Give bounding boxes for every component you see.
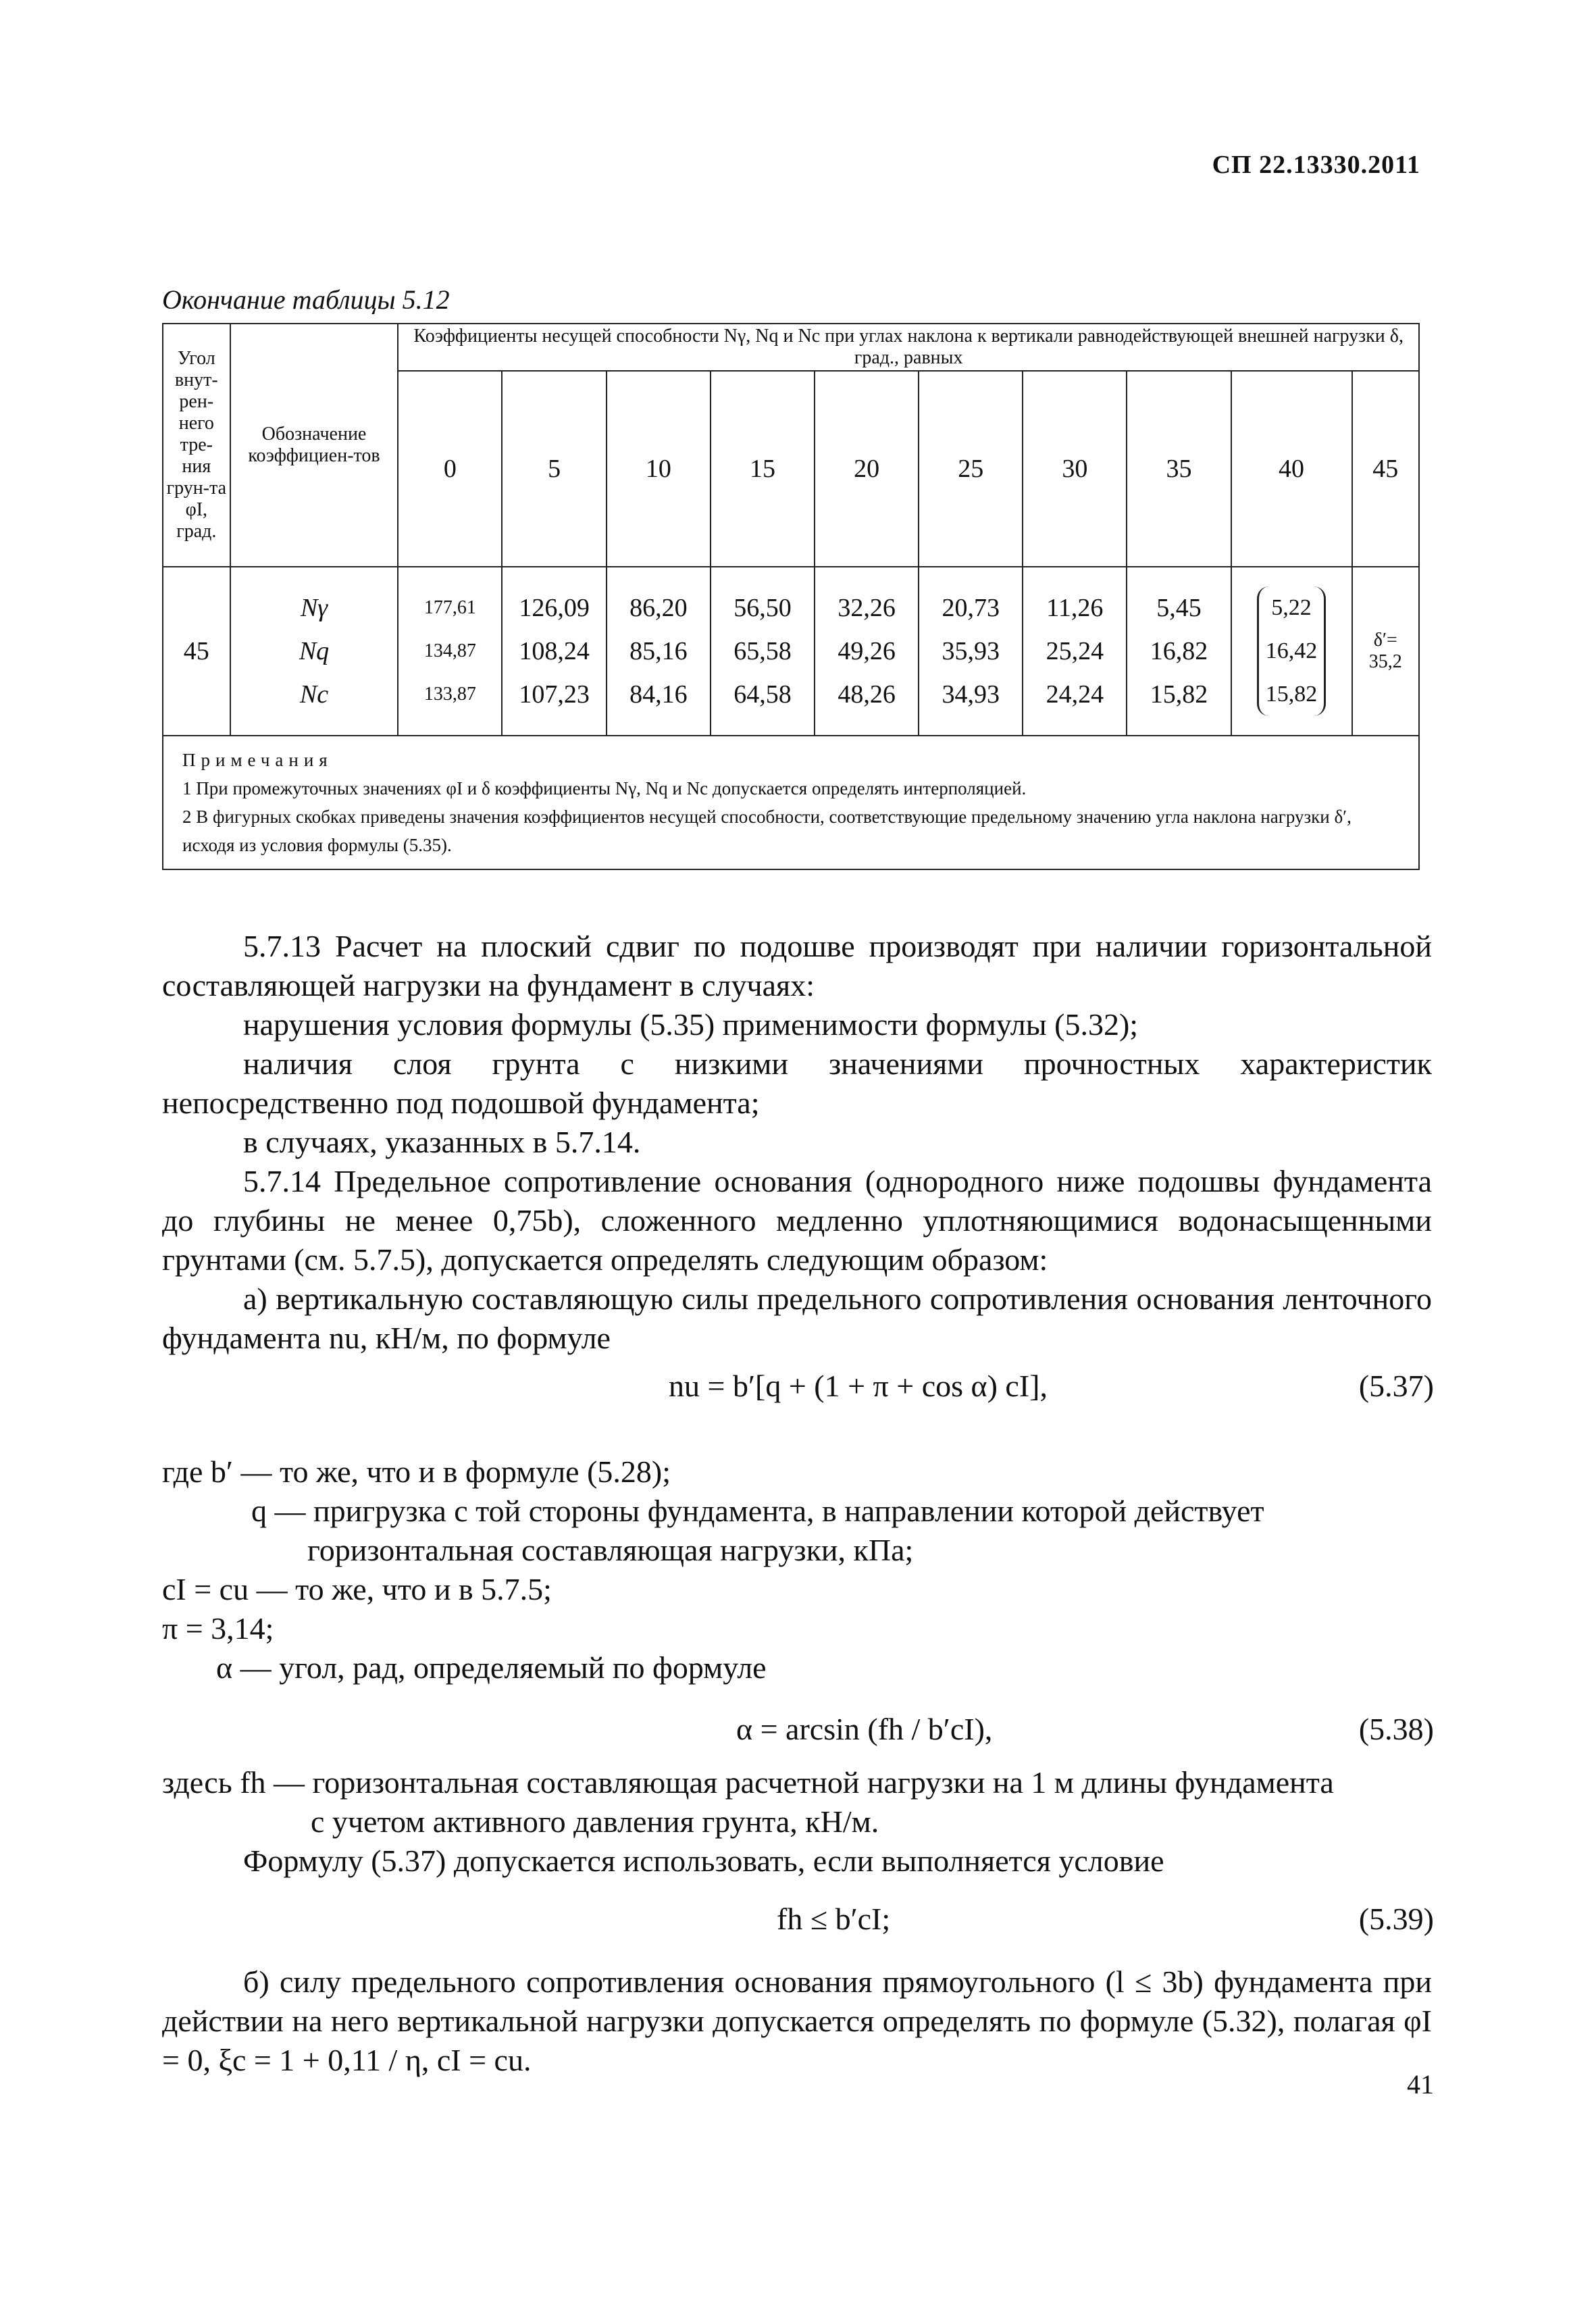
para-condition: Формулу (5.37) допускается использовать, если выполняется условие xyxy=(243,1844,1164,1878)
here-fh: здесь fh — горизонтальная составляющая расчетной нагрузки на 1 м длины фундамента xyxy=(162,1765,1334,1800)
formula-5-38: α = arcsin (fh / b′cI), xyxy=(736,1712,993,1746)
table-value: 15,82 xyxy=(1150,680,1208,709)
table-value: 49,26 xyxy=(838,637,896,665)
table-value: 35,93 xyxy=(942,637,1000,665)
para-case-1: нарушения условия формулы (5.35) применимости формулы (5.32); xyxy=(243,1007,1139,1042)
para-b: б) силу предельного сопротивления основания прямоугольного (l ≤ 3b) фундамента при действии на него вертикальной нагрузки допускается определять по формуле (5.32), полагая φI = 0, ξc = 1 + 0,11 / η, cI = cu. xyxy=(162,1964,1432,2077)
phi-column-header: Угол внут-рен-него тре-ния грун-та φI, град. xyxy=(163,324,230,567)
para-5-7-13: 5.7.13 Расчет на плоский сдвиг по подошве производят при наличии горизонтальной составляющей нагрузки на фундамент в случаях: xyxy=(162,929,1432,1002)
phi-value: 45 xyxy=(163,567,230,736)
table-value: 34,93 xyxy=(942,680,1000,709)
table-value: 15,82 xyxy=(1265,682,1318,707)
formula-5-39: fh ≤ b′cI; xyxy=(777,1902,891,1936)
angle-cell: 20 xyxy=(815,371,919,567)
group-header: Коэффициенты несущей способности Nγ, Nq и Nc при углах наклона к вертикали равнодействующей внешней нагрузки δ, град., равных xyxy=(398,324,1419,371)
table-value: 25,24 xyxy=(1046,637,1104,665)
coefficients-table xyxy=(162,323,1420,870)
table-value: 20,73 xyxy=(942,594,1000,622)
angle-cell: 10 xyxy=(607,371,711,567)
table-caption: Окончание таблицы 5.12 xyxy=(162,284,450,315)
coef-column-header: Обозначение коэффициен-тов xyxy=(230,324,398,567)
table-value: 84,16 xyxy=(629,680,688,709)
where-5: α — угол, рад, определяемый по формуле xyxy=(216,1650,767,1685)
table-value: 134,87 xyxy=(423,640,476,661)
table-value: 126,09 xyxy=(519,594,590,622)
where-2: q — пригрузка с той стороны фундамента, в направлении которой действует xyxy=(251,1494,1264,1528)
formula-5-37: nu = b′[q + (1 + π + cos α) cI], xyxy=(669,1369,1048,1403)
table-value: 5,22 xyxy=(1271,595,1312,620)
brace-group xyxy=(1257,586,1327,716)
here-fh-cont: с учетом активного давления грунта, кН/м. xyxy=(311,1804,879,1839)
table-value: 107,23 xyxy=(519,680,590,709)
page-number: 41 xyxy=(1407,2069,1434,2100)
delta-limit: δ′= 35,2 xyxy=(1352,567,1419,736)
table-value: 64,58 xyxy=(733,680,792,709)
table-value: 85,16 xyxy=(629,637,688,665)
table-value: 177,61 xyxy=(423,597,476,618)
eqno-5-38: (5.38) xyxy=(1358,1712,1434,1746)
para-5-7-14: 5.7.14 Предельное сопротивление основания (однородного ниже подошвы фундамента до глубины не менее 0,75b), сложенного медленно уплотняющимися водонасыщенными грунтами (см. 5.7.5), допускается определять следующим образом: xyxy=(162,1164,1432,1277)
coef-name: Nγ xyxy=(300,594,328,622)
para-case-2: наличия слоя грунта с низкими значениями прочностных характеристик непосредственно под подошвой фундамента; xyxy=(162,1046,1432,1120)
where-2b: горизонтальная составляющая нагрузки, кПа; xyxy=(307,1533,914,1567)
angle-cell: 45 xyxy=(1352,371,1419,567)
where-1: где b′ — то же, что и в формуле (5.28); xyxy=(162,1454,671,1489)
angle-cell: 0 xyxy=(398,371,502,567)
data-row xyxy=(163,567,1419,736)
note-1: 1 При промежуточных значениях φI и δ коэффициенты Nγ, Nq и Nc допускается определять интерполяцией. xyxy=(182,778,1027,798)
document-header: СП 22.13330.2011 xyxy=(1212,151,1420,179)
where-4: π = 3,14; xyxy=(162,1611,274,1646)
para-case-3: в случаях, указанных в 5.7.14. xyxy=(243,1125,641,1159)
angle-cell: 25 xyxy=(919,371,1023,567)
table-value: 56,50 xyxy=(733,594,792,622)
table-value: 16,82 xyxy=(1150,637,1208,665)
coef-name: Nc xyxy=(299,680,329,709)
eqno-5-39: (5.39) xyxy=(1358,1902,1434,1936)
table-value: 24,24 xyxy=(1046,680,1104,709)
angle-cell: 15 xyxy=(711,371,815,567)
angle-cell: 35 xyxy=(1127,371,1231,567)
table-value: 11,26 xyxy=(1046,594,1104,622)
table-value: 32,26 xyxy=(838,594,896,622)
table-value: 5,45 xyxy=(1156,594,1202,622)
notes-title: Примечания xyxy=(182,750,333,770)
table-value: 108,24 xyxy=(519,637,590,665)
para-a: а) вертикальную составляющую силы предельного сопротивления основания ленточного фундамента nu, кН/м, по формуле xyxy=(162,1281,1432,1355)
table-value: 133,87 xyxy=(423,684,476,705)
angle-cell: 40 xyxy=(1231,371,1352,567)
note-2: 2 В фигурных скобках приведены значения коэффициентов несущей способности, соответствующие предельному значению угла наклона нагрузки δ′, исходя из условия формулы (5.35). xyxy=(182,807,1352,855)
angle-cell: 30 xyxy=(1023,371,1127,567)
table-value: 86,20 xyxy=(629,594,688,622)
coef-name: Nq xyxy=(299,637,330,665)
table-value: 16,42 xyxy=(1265,638,1318,663)
table-value: 65,58 xyxy=(733,637,792,665)
eqno-5-37: (5.37) xyxy=(1358,1369,1434,1403)
table-notes xyxy=(163,736,1419,869)
angle-cell: 5 xyxy=(502,371,606,567)
table-value: 48,26 xyxy=(838,680,896,709)
where-3: cI = cu — то же, что и в 5.7.5; xyxy=(162,1572,552,1606)
